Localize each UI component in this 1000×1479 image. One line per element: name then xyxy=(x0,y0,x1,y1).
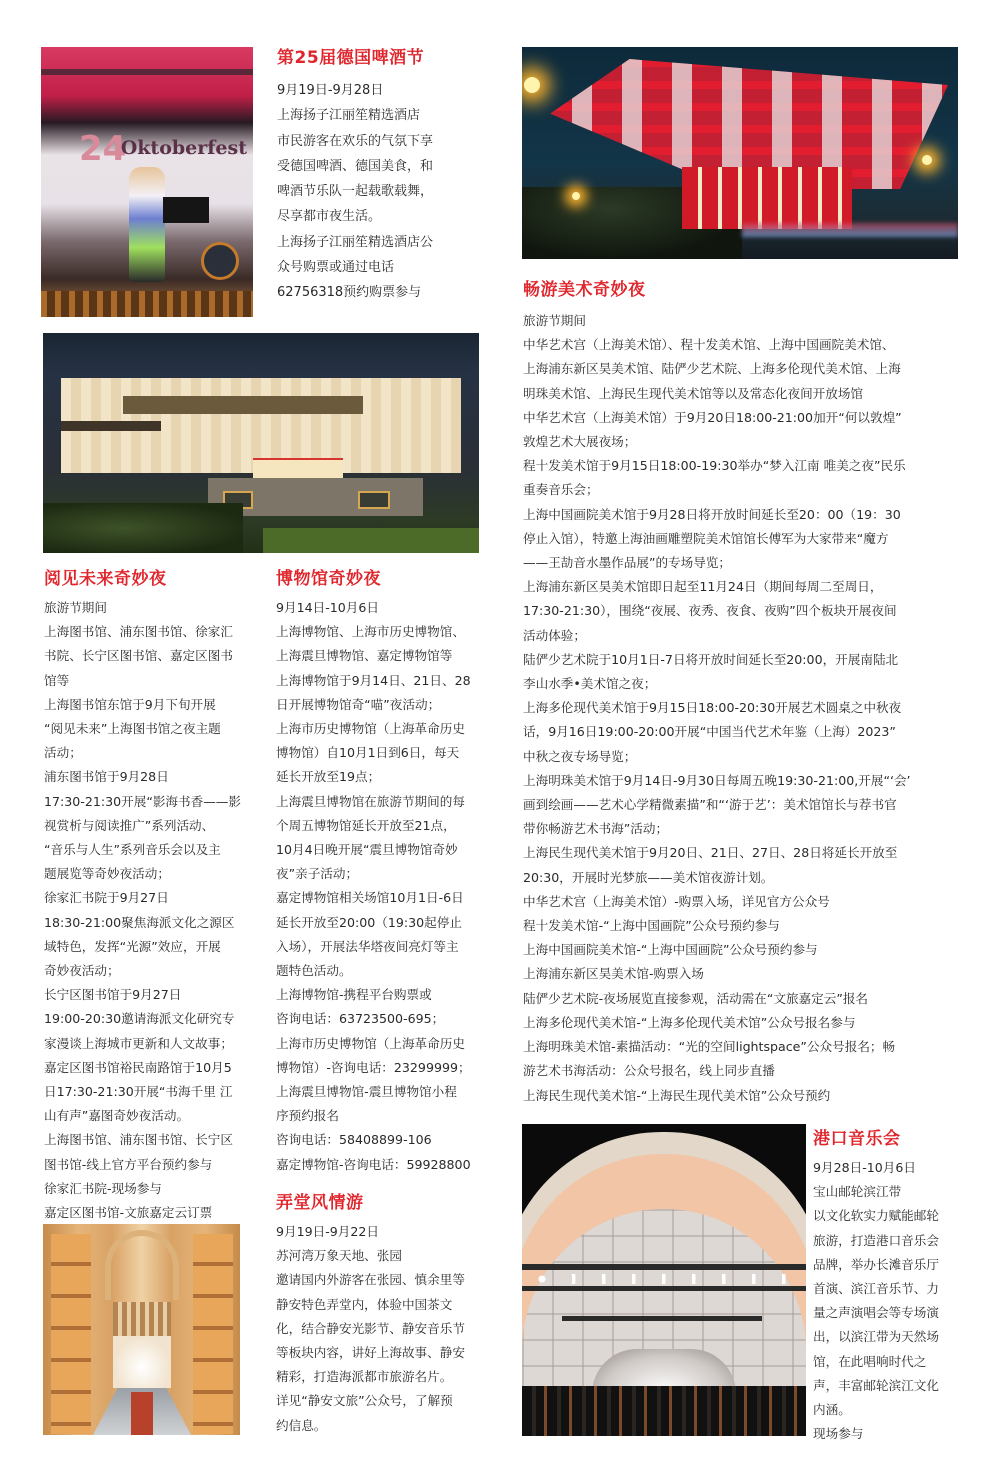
event-desc-line: 中秋之夜专场导览； xyxy=(523,748,637,764)
event-venue: 上海图书馆、浦东图书馆、徐家汇 xyxy=(44,624,233,640)
event-booking-line: 中华艺术宫（上海美术馆）-购票入场，详见官方公众号 xyxy=(523,893,830,909)
facade-terrace xyxy=(61,421,161,431)
event-desc-line: 旅游，打造港口音乐会 xyxy=(813,1232,939,1248)
event-beer-festival xyxy=(277,47,502,306)
plaza-pool xyxy=(358,491,390,509)
event-title: 弄堂风情游 xyxy=(276,1193,364,1213)
event-art-night xyxy=(523,279,973,1108)
event-desc-line: 日17:30-21:30开展“书海千里 江 xyxy=(44,1084,233,1100)
event-desc-line: 静安特色弄堂内，体验中国茶文 xyxy=(276,1296,453,1312)
event-desc-line: 化，结合静安光影节、静安音乐节 xyxy=(276,1320,465,1336)
event-title: 博物馆奇妙夜 xyxy=(276,569,381,589)
event-desc-line: 啤酒节乐队一起载歌载舞， xyxy=(277,184,434,200)
event-booking-line: 上海中国画院美术馆-“上海中国画院”公众号预约参与 xyxy=(523,942,818,958)
event-booking-line: 上海扬子江丽笙精选酒店公 xyxy=(277,234,434,250)
event-desc-line: “阅见未来”上海图书馆之夜主题 xyxy=(44,721,221,737)
event-desc-line: 20:30，开展时光梦旅——美术馆夜游计划。 xyxy=(523,869,774,885)
vaulted-arch xyxy=(105,1230,179,1300)
event-desc-line: 内涵。 xyxy=(813,1402,851,1418)
event-desc-line: 上海博物馆于9月14日、21日、28 xyxy=(276,672,471,688)
event-desc-line: 题展览等奇妙夜活动； xyxy=(44,866,170,882)
event-desc-line: 日开展博物馆奇“喵”夜活动； xyxy=(276,696,441,712)
event-desc-line: 活动； xyxy=(44,745,82,761)
street-lamp xyxy=(922,155,932,165)
facade-window-band xyxy=(123,396,363,414)
china-art-museum-photo xyxy=(522,47,958,259)
event-desc-line: 上海市历史博物馆（上海革命历史 xyxy=(276,721,465,737)
event-body xyxy=(44,596,269,1225)
event-desc-line: 博物馆）自10月1日到6日，每天 xyxy=(276,745,460,761)
event-booking-line: 上海市历史博物馆（上海革命历史 xyxy=(276,1035,465,1051)
event-venue: 中华艺术宫（上海美术馆）、程十发美术馆、上海中国画院美术馆、 xyxy=(523,337,895,353)
event-booking-line: 游艺术书海活动：公众号报名，线上同步直播 xyxy=(523,1063,775,1079)
event-venue: 上海扬子江丽笙精选酒店 xyxy=(277,108,421,124)
stage-lights xyxy=(532,1274,796,1284)
event-desc-line: 浦东图书馆于9月28日 xyxy=(44,769,169,785)
event-desc-line: 馆，在此唱响时代之 xyxy=(813,1353,927,1369)
event-desc-line: 延长开放至20:00（19:30起停止 xyxy=(276,914,462,930)
event-museum-night xyxy=(276,568,501,1177)
event-booking-line: 上海震旦博物馆-震旦博物馆小程 xyxy=(276,1084,457,1100)
event-desc-line: 精彩，打造海派都市旅游名片。 xyxy=(276,1369,453,1385)
event-booking-line: 上海多伦现代美术馆-“上海多伦现代美术馆”公众号报名参与 xyxy=(523,1014,856,1030)
balcony-left xyxy=(51,1234,91,1434)
event-desc-line: 画到绘画——艺术心学精微素描”和“‘游于艺’：美术馆馆长与荐书官 xyxy=(523,797,897,813)
trees xyxy=(43,503,243,553)
event-date: 旅游节期间 xyxy=(44,600,107,615)
event-lane-tour xyxy=(276,1192,501,1438)
event-venue: 上海震旦博物馆、嘉定博物馆等 xyxy=(276,648,453,664)
event-desc-line: 尽享都市夜生活。 xyxy=(277,209,382,225)
event-library-night xyxy=(44,568,269,1225)
event-title: 港口音乐会 xyxy=(813,1129,901,1149)
event-venue: 上海博物馆、上海市历史博物馆、 xyxy=(276,624,465,640)
event-title: 阅见未来奇妙夜 xyxy=(44,569,167,589)
event-contact-phone: 咨询电话：58408899-106 xyxy=(276,1132,432,1148)
event-desc-line: 上海中国画院美术馆于9月28日将开放时间延长至20：00（19：30 xyxy=(523,506,901,522)
event-desc-line: 嘉定区图书馆裕民南路馆于10月5 xyxy=(44,1059,232,1075)
harbor-concert-photo xyxy=(522,1124,806,1436)
event-desc-line: 上海图书馆东馆于9月下旬开展 xyxy=(44,696,216,712)
bookshelves xyxy=(113,1302,171,1336)
event-contact-phone: 咨询电话：63723500-695； xyxy=(276,1011,445,1027)
event-desc-line: 程十发美术馆于9月15日18:00-19:30举办“梦入江南 唯美之夜”民乐 xyxy=(523,458,906,474)
event-desc-line: 上海浦东新区昊美术馆即日起至11月24日（期间每周二至周日， xyxy=(523,579,883,595)
event-booking-line: 现场参与 xyxy=(813,1426,864,1442)
lighting-truss xyxy=(522,1286,806,1291)
event-harbor-concert xyxy=(813,1128,983,1446)
event-venue: 上海浦东新区昊美术馆、陆俨少艺术院、上海多伦现代美术馆、上海 xyxy=(523,361,901,377)
music-stand xyxy=(163,197,209,223)
event-desc-line: 以文化软实力赋能邮轮 xyxy=(813,1208,939,1224)
red-pillars xyxy=(682,167,852,229)
event-desc-line: 声，丰富邮轮滨江文化 xyxy=(813,1377,939,1393)
library-interior-photo xyxy=(43,1224,240,1435)
event-desc-line: 10月4日晚开展“震旦博物馆奇妙 xyxy=(276,842,458,858)
event-venue: 明珠美术馆、上海民生现代美术馆等以及常态化夜间开放场馆 xyxy=(523,385,864,401)
event-date: 9月19日-9月28日 xyxy=(277,83,384,98)
event-desc-line: 视赏析与阅读推广”系列活动、 xyxy=(44,817,215,833)
event-desc-line: 上海震旦博物馆在旅游节期间的每 xyxy=(276,793,465,809)
banner-number: 24 xyxy=(79,129,127,169)
drum-kit xyxy=(201,242,239,280)
event-body xyxy=(276,596,501,1177)
event-date: 9月14日-10月6日 xyxy=(276,600,379,615)
event-desc-line: 出，以滨江带为天然场 xyxy=(813,1329,939,1345)
event-booking-line: 上海明珠美术馆-素描活动：“光的空间lightspace”公众号报名；畅 xyxy=(523,1039,896,1055)
event-desc-line: 长宁区图书馆于9月27日 xyxy=(44,987,182,1003)
event-desc-line: 18:30-21:00聚焦海派文化之源区 xyxy=(44,914,235,930)
event-desc-line: 邀请国内外游客在张园、慎余里等 xyxy=(276,1272,465,1288)
event-booking-line: 陆俨少艺术院-夜场展览直接参观，活动需在“文旅嘉定云”报名 xyxy=(523,990,869,1006)
event-date: 9月19日-9月22日 xyxy=(276,1224,379,1239)
event-desc-line: 上海民生现代美术馆于9月20日、21日、27日、28日将延长开放至 xyxy=(523,845,898,861)
event-venue: 苏河湾万象天地、张园 xyxy=(276,1248,402,1264)
lighting-truss xyxy=(562,1316,762,1321)
balcony-right xyxy=(193,1234,233,1434)
event-desc-line: 上海明珠美术馆于9月14日-9月30日每周五晚19:30-21:00,开展“‘会’ xyxy=(523,772,911,788)
shanghai-library-photo xyxy=(43,333,479,553)
event-venue: 宝山邮轮滨江带 xyxy=(813,1184,902,1200)
event-desc-line: 个周五博物馆延长开放至21点， xyxy=(276,817,456,833)
event-desc-line: 停止入馆），特邀上海油画雕塑院美术馆馆长傅军为大家带来“魔方 xyxy=(523,530,889,546)
event-body xyxy=(523,309,973,1108)
event-desc-line: 量之声演唱会等专场演 xyxy=(813,1305,939,1321)
event-desc-line: 等板块内容，讲好上海故事、静安 xyxy=(276,1345,465,1361)
oktoberfest-stage-photo xyxy=(41,47,253,317)
event-venue: 书院、长宁区图书馆、嘉定区图书 xyxy=(44,648,233,664)
event-desc-line: 话，9月16日19:00-20:00开展“中国当代艺术年鉴（上海）2023” xyxy=(523,724,896,740)
event-desc-line: 家漫谈上海城市更新和人文故事； xyxy=(44,1035,233,1051)
oktoberfest-banner: Oktoberfest xyxy=(120,137,247,159)
event-title: 畅游美术奇妙夜 xyxy=(523,280,646,300)
event-desc-line: 中华艺术宫（上海美术馆）于9月20日18:00-21:00加开“何以敦煌” xyxy=(523,409,902,425)
event-desc-line: 活动体验； xyxy=(523,627,586,643)
street-lamp xyxy=(524,77,540,93)
event-desc-line: 奇妙夜活动； xyxy=(44,963,120,979)
event-title: 第25届德国啤酒节 xyxy=(277,48,425,68)
event-desc-line: 陆俨少艺术院于10月1日-7日将开放时间延长至20:00，开展南陆北 xyxy=(523,651,899,667)
traffic-light-trails xyxy=(742,223,958,237)
event-desc-line: 徐家汇书院于9月27日 xyxy=(44,890,169,906)
event-desc-line: 19:00-20:30邀请海派文化研究专 xyxy=(44,1011,235,1027)
event-desc-line: 夜”亲子活动； xyxy=(276,866,359,882)
event-desc-line: 17:30-21:30开展“影海书香——影 xyxy=(44,793,241,809)
event-body xyxy=(277,78,502,306)
stage-truss xyxy=(41,69,253,75)
event-desc-line: 17:30-21:30），围绕“夜展、夜秀、夜食、夜购”四个板块开展夜间 xyxy=(523,603,897,619)
event-desc-line: “音乐与人生”系列音乐会以及主 xyxy=(44,842,221,858)
event-booking-line: 上海图书馆、浦东图书馆、长宁区 xyxy=(44,1132,233,1148)
event-booking-line: 上海博物馆-携程平台购票或 xyxy=(276,987,432,1003)
street-lamp xyxy=(572,192,580,200)
event-desc-line: 入场），开展法华塔夜间亮灯等主 xyxy=(276,938,459,954)
event-contact-phone: 嘉定博物馆-咨询电话：59928800 xyxy=(276,1156,471,1172)
event-desc-line: 山有声”嘉图奇妙夜活动。 xyxy=(44,1108,190,1124)
event-booking-line: 序预约报名 xyxy=(276,1108,339,1124)
event-desc-line: 嘉定博物馆相关场馆10月1日-6日 xyxy=(276,890,464,906)
lawn xyxy=(263,528,479,553)
event-desc-line: 上海多伦现代美术馆于9月15日18:00-20:30开展艺术圆桌之中秋夜 xyxy=(523,700,902,716)
event-body xyxy=(813,1156,983,1446)
event-desc-line: 延长开放至19点； xyxy=(276,769,381,785)
event-desc-line: 首演、滨江音乐节、力 xyxy=(813,1281,939,1297)
event-booking-line: 约信息。 xyxy=(276,1417,327,1433)
event-venue: 馆等 xyxy=(44,672,70,688)
orchestra xyxy=(522,1386,806,1436)
event-desc-line: 受德国啤酒、德国美食，和 xyxy=(277,158,434,174)
event-desc-line: 带你畅游艺术书海”活动； xyxy=(523,821,669,837)
event-desc-line: 重奏音乐会； xyxy=(523,482,599,498)
event-date: 9月28日-10月6日 xyxy=(813,1160,916,1175)
event-booking-line: 上海浦东新区昊美术馆-购票入场 xyxy=(523,966,704,982)
lit-hall xyxy=(113,1336,171,1388)
library-entrance xyxy=(253,458,343,478)
event-desc-line: 市民游客在欢乐的气氛下享 xyxy=(277,133,434,149)
event-desc-line: 题特色活动。 xyxy=(276,963,352,979)
event-booking-line: 图书馆-线上官方平台预约参与 xyxy=(44,1156,213,1172)
event-body xyxy=(276,1220,501,1438)
event-booking-line: 众号购票或通过电话 xyxy=(277,260,395,276)
lighting-truss xyxy=(522,1264,806,1270)
event-desc-line: 敦煌艺术大展夜场； xyxy=(523,434,637,450)
event-desc-line: 域特色，发挥“光源”效应，开展 xyxy=(44,938,221,954)
wooden-fence xyxy=(41,291,253,317)
event-booking-line: 详见“静安文旅”公众号，了解预 xyxy=(276,1393,453,1409)
event-booking-line: 62756318预约购票参与 xyxy=(277,285,422,301)
event-desc-line: 品牌，举办长滩音乐厅 xyxy=(813,1256,939,1272)
red-carpet xyxy=(131,1392,153,1435)
event-contact-phone: 博物馆）-咨询电话：23299999； xyxy=(276,1059,471,1075)
event-booking-line: 徐家汇书院-现场参与 xyxy=(44,1180,162,1196)
event-booking-line: 上海民生现代美术馆-“上海民生现代美术馆”公众号预约 xyxy=(523,1087,831,1103)
event-desc-line: 李山水季•美术馆之夜； xyxy=(523,676,657,692)
singer-figure xyxy=(129,167,165,282)
event-booking-line: 嘉定区图书馆-文旅嘉定云订票 xyxy=(44,1205,213,1221)
event-date: 旅游节期间 xyxy=(523,313,586,328)
event-booking-line: 程十发美术馆-“上海中国画院”公众号预约参与 xyxy=(523,918,780,934)
event-desc-line: ——王劼音水墨作品展”的专场导览； xyxy=(523,555,732,571)
